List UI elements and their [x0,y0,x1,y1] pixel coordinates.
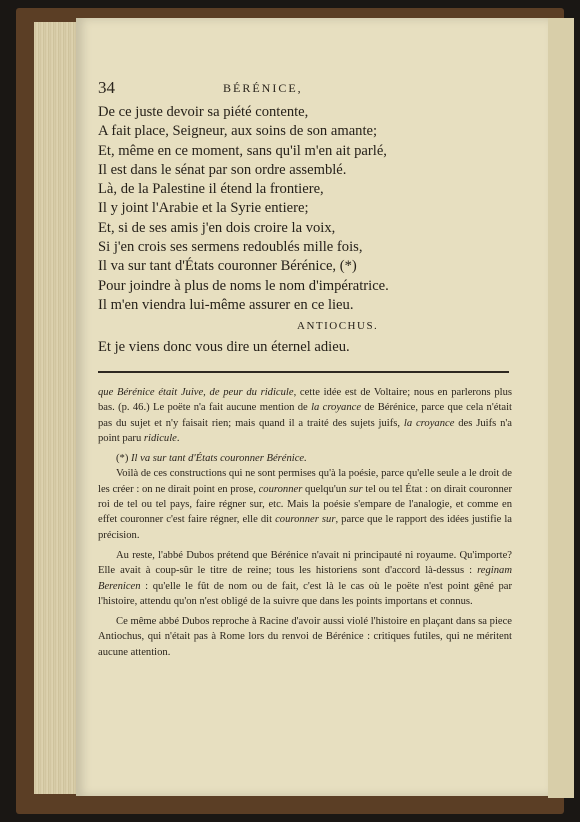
note-italic: la croyance [311,402,362,414]
facing-page-edge [548,18,574,798]
note-text: , parce que le rapport des idées justifie la précision. [98,514,512,541]
page-edges [34,22,80,794]
note-text: de Bérénice, parce que cela n'était pas du sujet et n'y faisait rien; mais quand il a traité des sujets juifs, [98,402,512,429]
verse-line: A fait place, Seigneur, aux soins de son amante; [98,123,378,140]
verse-line: Pour joindre à plus de noms le nom d'impératrice. [98,277,389,294]
page-number: 34 [98,78,115,97]
note-paragraph [98,451,512,466]
note-italic: ridicule [143,432,177,444]
speaker-name: ANTIOCHUS. [297,320,379,332]
verse-line: Il m'en viendra lui-même assurer en ce lieu. [98,296,354,313]
note-italic: sur [349,483,363,495]
note-paragraph [98,466,512,542]
note-italic: Il va sur tant d'États couronner Bérénice. [131,453,307,465]
note-paragraph: Ce même abbé Dubos reproche à Racine d'avoir aussi violé l'histoire en plaçant dans sa piece Antiochus, qui n'était pas à Rome lors du renvoi de Bérénice : critiques futiles, qui ne méritent aucune attention. [98,616,512,658]
verse-line: Il va sur tant d'États couronner Bérénice, (*) [98,258,357,275]
note-italic: couronner [258,483,303,495]
note-italic: que Bérénice était Juive, de peur du ridicule [98,387,294,398]
verse-line: Et, même en ce moment, sans qu'il m'en ait parlé, [98,142,387,159]
note-text: , cette idée est de Voltaire; nous en parlerons plus bas. (p. 46.) Le poëte n'a fait aucune mention de [98,387,513,414]
verse-line: Il y joint l'Arabie et la Syrie entiere; [98,200,309,217]
note-text: des Juifs n'a point paru [98,417,512,444]
note-paragraph [98,548,512,609]
note-marker: (*) [116,453,132,465]
speech-line: Et je viens donc vous dire un éternel adieu. [98,339,350,355]
running-head: BÉRÉNICE, [223,81,303,95]
verse-line: Il est dans le sénat par son ordre assemblé. [98,161,347,178]
note-text: : qu'elle le fût de nom ou de fait, c'est là le cas où le poëte n'est point gêné par l'histoire, attendu qu'on n'est obligé de la suivre que dans les points importans et connus. [98,580,512,607]
footnote-rule [98,371,509,373]
note-italic: reginam Berenicen [98,565,512,592]
note-text: Voilà de ces constructions qui ne sont permises qu'à la poésie, parce qu'elle seule a le droit de les créer : on ne dirait point en prose, [98,468,512,495]
verse-line: Et, si de ses amis j'en dois croire la voix, [98,219,336,236]
note-italic: couronner sur [275,514,336,526]
note-text: quelqu'un [302,483,350,495]
note-paragraph [98,385,512,446]
note-text: . [176,432,180,444]
verse-line: De ce juste devoir sa piété contente, [98,104,309,120]
verse-line: Si j'en crois ses sermens redoublés mille fois, [98,239,363,256]
verse-line: Là, de la Palestine il étend la frontiere, [98,181,324,198]
note-text: Au reste, l'abbé Dubos prétend que Bérénice n'avait ni principauté ni royaume. Qu'importe? Elle avait à coup-sûr le titre de reine; tous les historiens sont d'accord là-dessus : [98,549,512,577]
footnotes [98,385,512,660]
note-text: tel ou tel État : on dirait couronner roi de tel ou tel pays, faire régner sur, etc. Mais la poésie s'empare de l'analogie, et comme en effet couronner c'est faire régner, elle dit [98,483,513,526]
verse-block [98,103,518,315]
note-italic: la croyance [403,417,455,429]
